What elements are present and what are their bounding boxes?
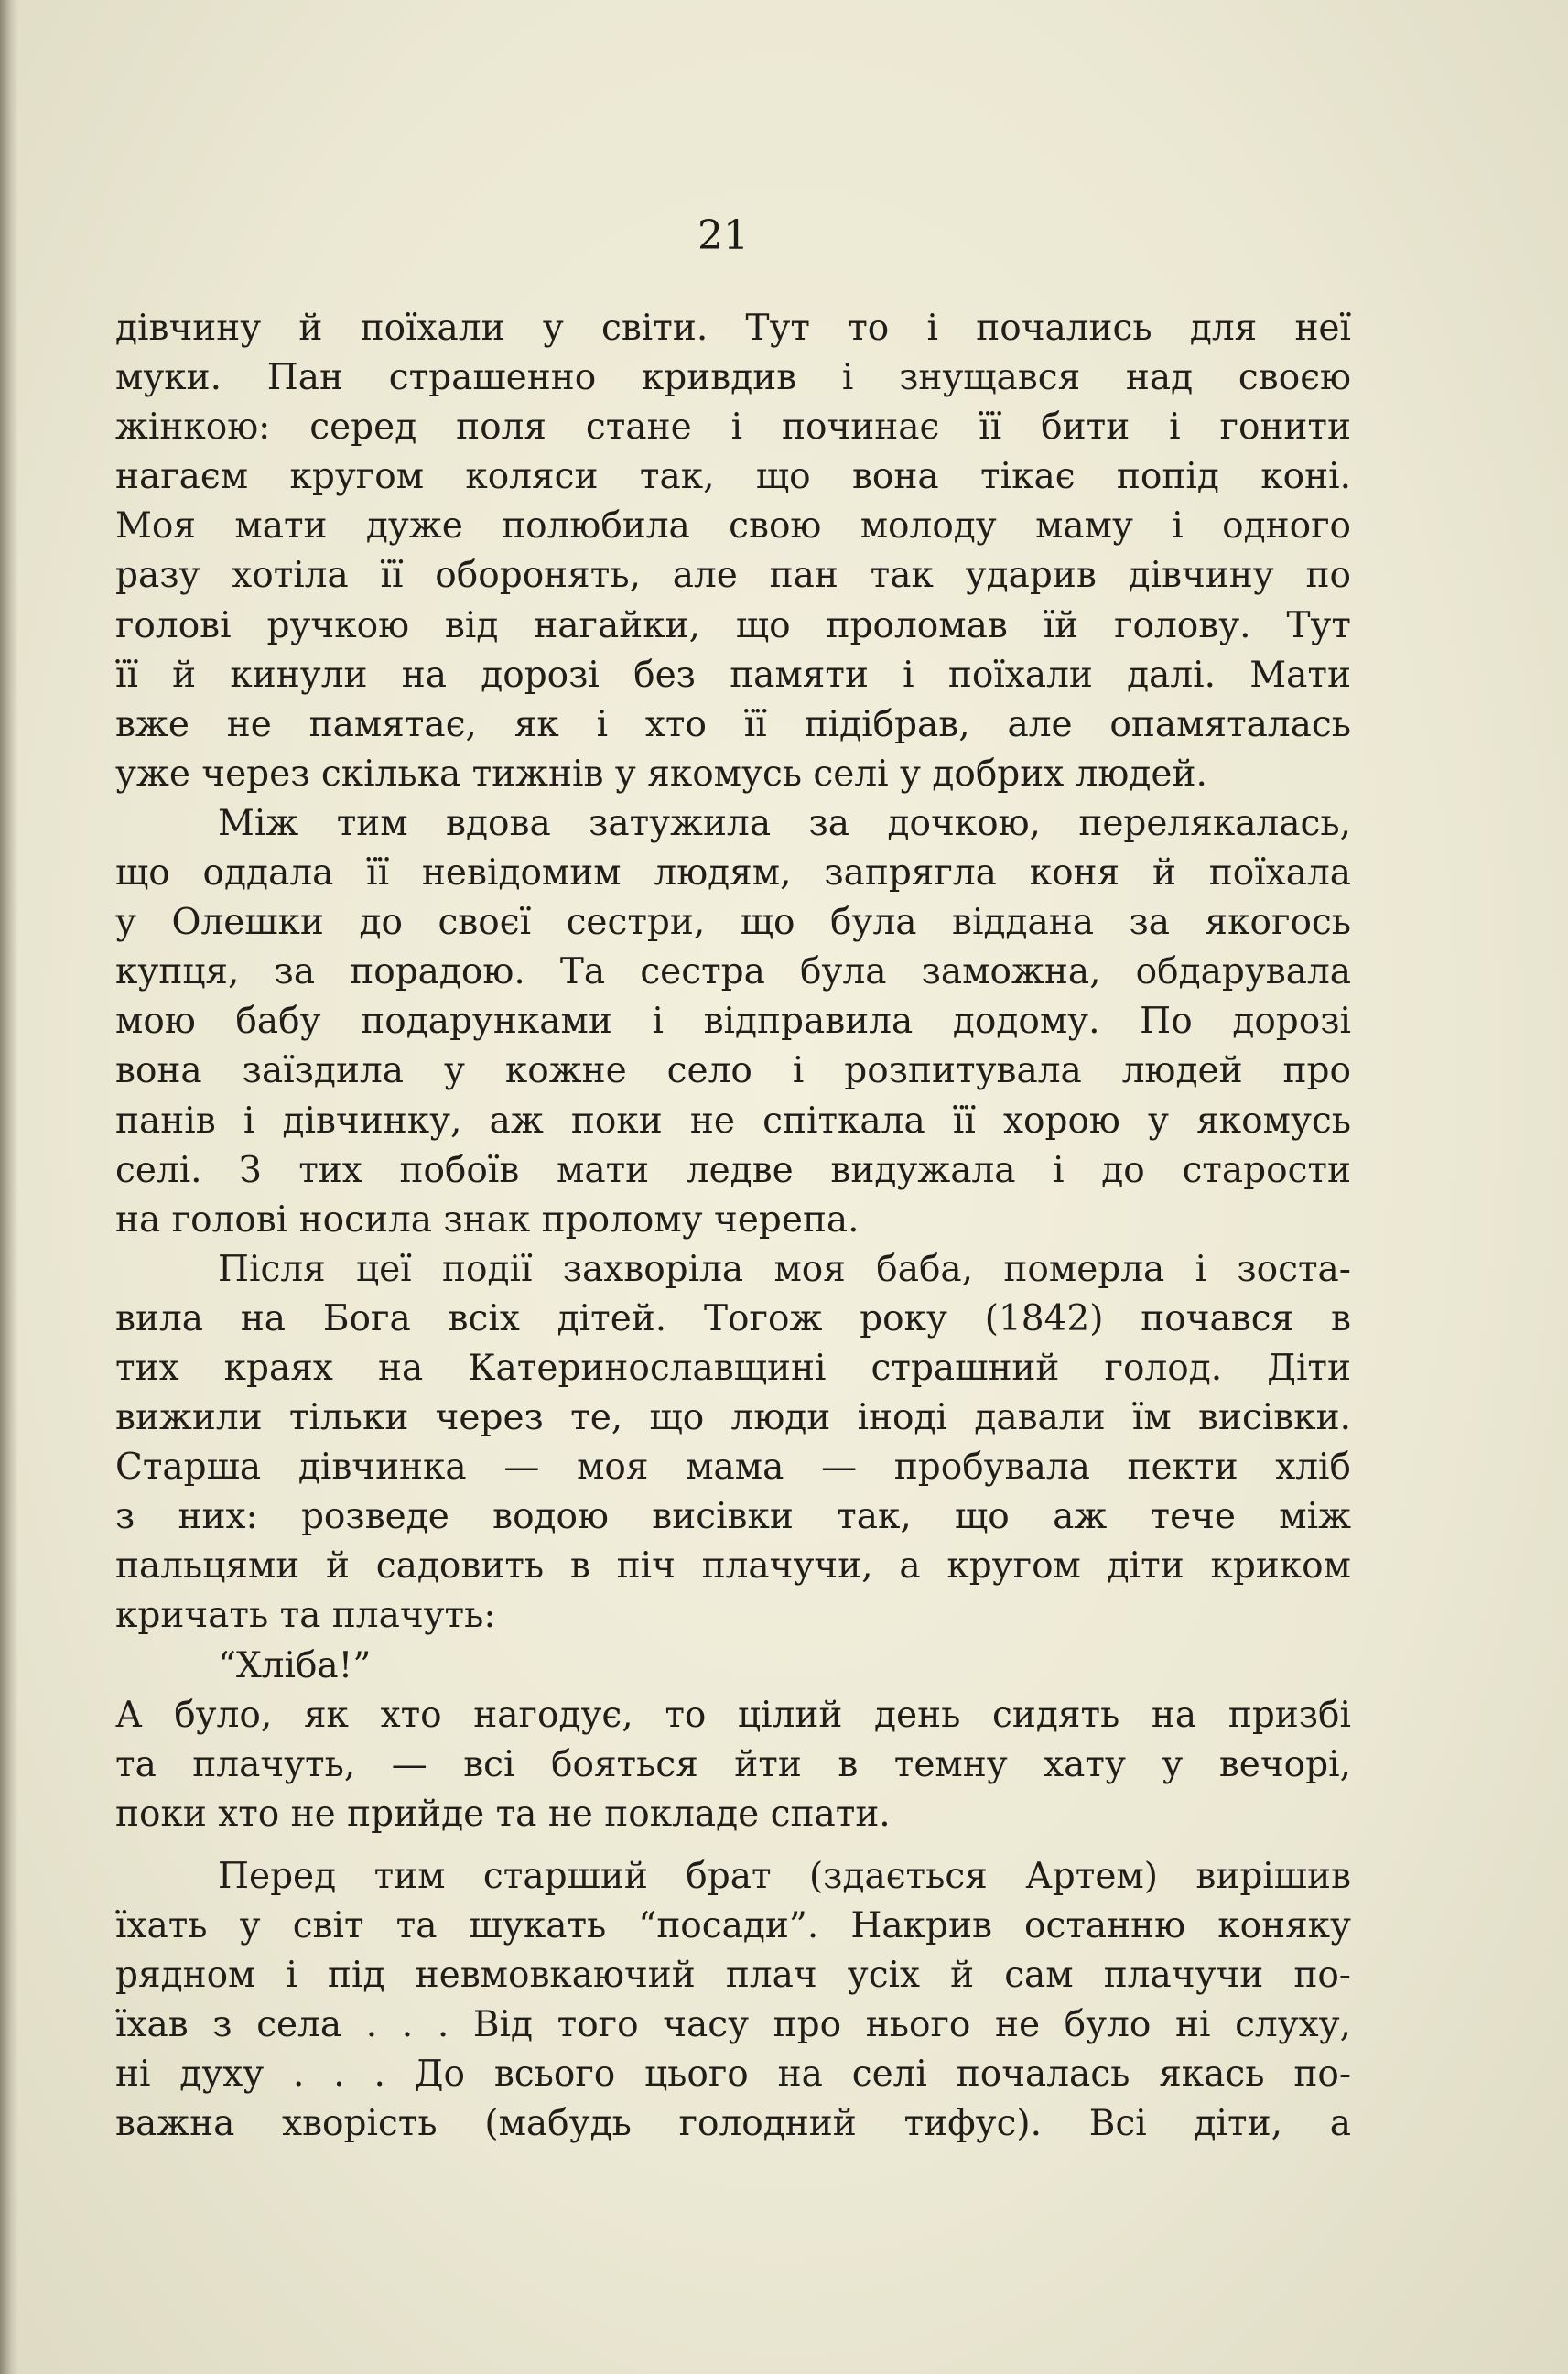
text-line: нагаєм кругом коляси так, що вона тікає попід коні.: [115, 456, 1351, 498]
text-line: її й кинули на дорозі без памяти і поїхали далі. Мати: [115, 654, 1351, 696]
text-line: дівчину й поїхали у світи. Тут то і почались для неї: [115, 308, 1351, 349]
text-line: мою бабу подарунками і відправила додому. По дорозі: [115, 1001, 1351, 1043]
text-line: з них: розведе водою висівки так, що аж тече між: [115, 1496, 1351, 1538]
body-text: [115, 304, 1351, 2149]
page-number: 21: [697, 212, 749, 259]
text-line: Між тим вдова затужила за дочкою, перелякалась,: [218, 802, 1351, 844]
text-line: вила на Бога всіх дітей. Тогож року (1842) почався в: [115, 1297, 1351, 1339]
text-line: кричать та плачуть:: [115, 1595, 496, 1637]
text-line: разу хотіла її оборонять, але пан так ударив дівчину по: [115, 555, 1351, 597]
text-line: поки хто не прийде та не покладе спати.: [115, 1793, 891, 1835]
text-line: вижили тільки через те, що люди іноді давали їм висівки.: [115, 1397, 1351, 1439]
text-line: вона заїздила у кожне село і розпитувала людей про: [115, 1050, 1351, 1092]
text-line: “Хліба!”: [218, 1644, 372, 1686]
text-line: Старша дівчинка — моя мама — пробувала пекти хліб: [115, 1447, 1351, 1489]
text-line: вже не памятає, як і хто її підібрав, але опамяталась: [115, 703, 1351, 745]
text-line: важна хворість (мабудь голодний тифус). Всі діти, а: [115, 2103, 1351, 2145]
text-line: Моя мати дуже полюбила свою молоду маму і одного: [115, 505, 1351, 547]
text-line: пальцями й садовить в піч плачучи, а кругом діти криком: [115, 1545, 1351, 1588]
text-line: їхать у світ та шукать “посади”. Накрив останню коняку: [115, 1905, 1351, 1946]
text-line: Перед тим старший брат (здається Артем) вирішив: [218, 1855, 1351, 1897]
text-line: селі. З тих побоїв мати ледве видужала і до старости: [115, 1149, 1351, 1191]
text-line: А було, як хто нагодує, то цілий день сидять на призбі: [115, 1694, 1351, 1736]
text-line: Після цеї події захворіла моя баба, померла і зоста-: [218, 1248, 1351, 1290]
text-line: голові ручкою від нагайки, що проломав їй голову. Тут: [115, 604, 1351, 646]
text-line: купця, за порадою. Та сестра була заможна, обдарувала: [115, 951, 1351, 993]
text-line: тих краях на Катеринославщині страшний голод. Діти: [115, 1347, 1351, 1389]
text-line: та плачуть, — всі бояться йти в темну хату у вечорі,: [115, 1743, 1351, 1785]
text-line: їхав з села . . . Від того часу про нього не було ні слуху,: [115, 2004, 1351, 2046]
text-line: на голові носила знак пролому черепа.: [115, 1198, 860, 1241]
text-line: рядном і під невмовкаючий плач усіх й сам плачучи по-: [115, 1955, 1351, 1997]
text-line: уже через скілька тижнів у якомусь селі у добрих людей.: [115, 753, 1207, 795]
text-line: у Олешки до своєї сестри, що була віддана за якогось: [115, 902, 1351, 944]
text-line: муки. Пан страшенно кривдив і знущався над своєю: [115, 357, 1351, 399]
text-line: що оддала її невідомим людям, запрягла коня й поїхала: [115, 852, 1351, 894]
text-line: жінкою: серед поля стане і починає її бити і гонити: [115, 407, 1351, 449]
text-line: ні духу . . . До всього цього на селі почалась якась по-: [115, 2054, 1351, 2096]
page-binding-shadow: [0, 0, 18, 2374]
text-line: панів і дівчинку, аж поки не спіткала її хорою у якомусь: [115, 1100, 1351, 1142]
